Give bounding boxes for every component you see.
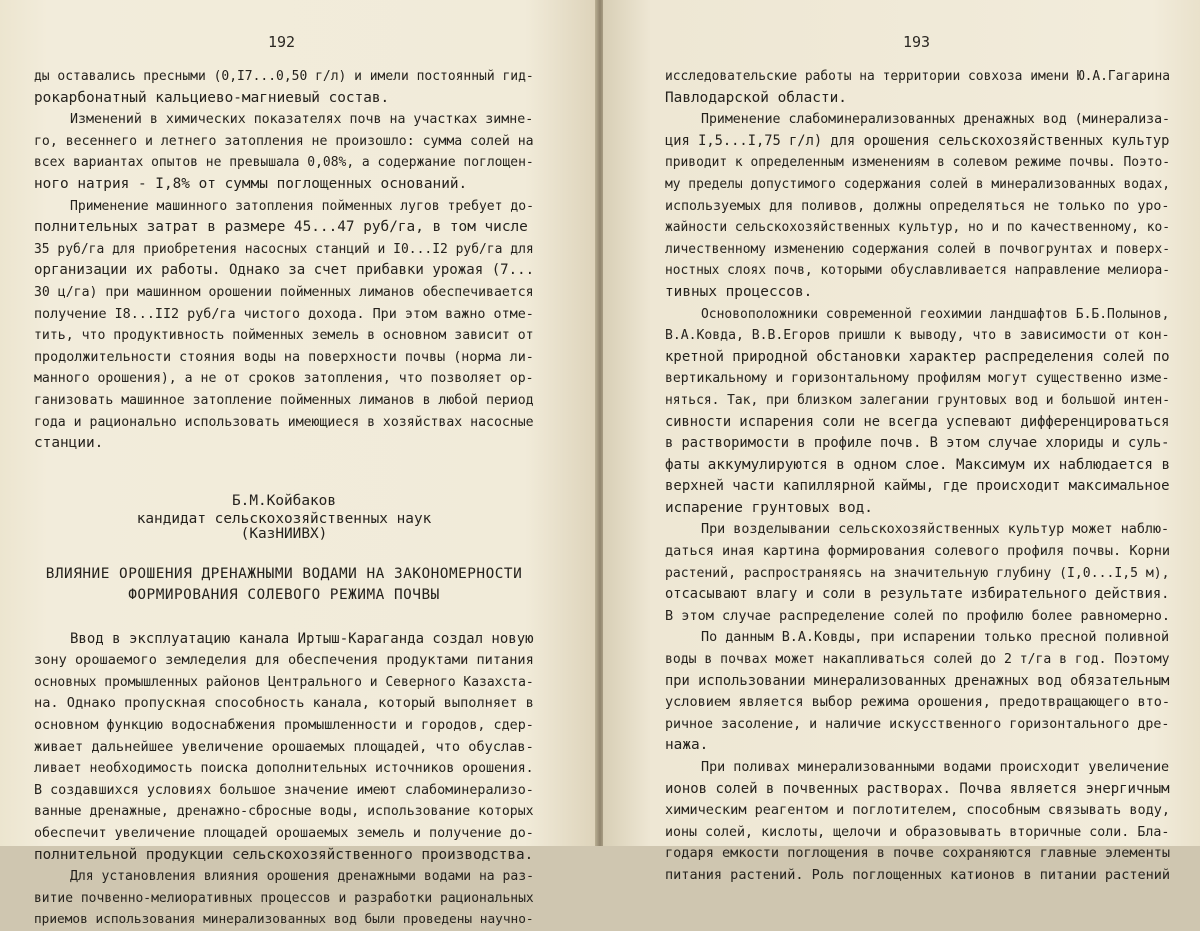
spacer (34, 542, 534, 564)
text-line: ганизовать машинное затопление пойменных лиманов в любой период (34, 392, 534, 408)
text-line: годаря емкости поглощения в почве сохраняются главные элементы (665, 845, 1171, 862)
spacer (34, 455, 534, 491)
page-number-193: 193 (903, 33, 931, 51)
text-line: основном функцию водоснабжения промышленности и городов, сдер- (34, 718, 534, 734)
article-title-line-2: ФОРМИРОВАНИЯ СОЛЕВОГО РЕЖИМА ПОЧВЫ (128, 587, 440, 604)
right-page (603, 0, 1200, 883)
text-line: Основоположники современной геохимии ландшафтов Б.Б.Полынов, (701, 306, 1170, 322)
text-line: получение I8...II2 руб/га чистого дохода. При этом важно отме- (34, 306, 534, 322)
text-line: основных промышленных районов Центрального и Северного Казахста- (34, 674, 534, 690)
text-line: растений, распространяясь на значительную глубину (I,0...I,5 м), (665, 565, 1170, 581)
text-line: 35 руб/га для приобретения насосных станций и I0...I2 руб/га для (34, 241, 534, 257)
text-line: нажа. (665, 737, 709, 754)
text-line: манного орошения), а не от сроков затопления, что позволяет ор- (34, 371, 534, 387)
text-line: ды оставались пресными (0,I7...0,50 г/л) и имели постоянный гид- (34, 69, 534, 84)
text-line: верхней части капиллярной каймы, где происходит максимальное (665, 478, 1170, 495)
text-line: рокарбонатный кальциево-магниевый состав. (34, 89, 390, 106)
text-line: му пределы допустимого содержания солей в минерализованных водах, (665, 176, 1171, 192)
text-line: В этом случае распределение солей по профилю более равномерно. (665, 607, 1171, 624)
text-line: Павлодарской области. (665, 89, 847, 106)
text-line: фаты аккумулируются в одном слое. Максимум их наблюдается в (665, 456, 1171, 473)
author-name: Б.М.Койбаков (232, 492, 336, 509)
text-line: Для установления влияния орошения дренажными водами на раз- (70, 869, 534, 885)
text-line: Применение слабоминерализованных дренажных вод (минерализа- (701, 112, 1170, 128)
text-line: Изменений в химических показателях почв на участках зимне- (70, 112, 534, 128)
text-line: года и рационально использовать имеющиеся в хозяйствах насосные (34, 414, 534, 430)
text-line: воды в почвах может накапливаться солей до 2 т/га в год. Поэтому (665, 652, 1170, 668)
text-line: зону орошаемого земледелия для обеспечения продуктами питания (34, 652, 534, 669)
text-line: При поливах минерализованными водами происходит увеличение (701, 760, 1170, 775)
text-line: ного натрия - I,8% от суммы поглощенных оснований. (34, 175, 468, 192)
text-line: полнительной продукции сельскохозяйственного производства. (34, 846, 534, 863)
page-number-192: 192 (268, 33, 296, 51)
text-line: личественному изменению содержания солей в почвогрунтах и поверх- (665, 241, 1171, 257)
text-line: полнительных затрат в размере 45...47 руб/га, в том числе (34, 219, 528, 236)
text-line: химическим реагентом и поглотителем, способным связывать воду, (665, 802, 1171, 819)
text-line: питания растений. Роль поглощенных катионов в питании растений (665, 866, 1171, 883)
text-line: приводит к определенным изменениям в солевом режиме почвы. Поэто- (665, 155, 1171, 171)
text-line: ванные дренажные, дренажно-сбросные воды, использование которых (34, 804, 534, 820)
left-page-text (34, 66, 534, 931)
text-line: Применение машинного затопления пойменных лугов требует до- (70, 198, 534, 214)
text-line: ливает необходимость поиска дополнительных источников орошения. (34, 761, 534, 777)
text-line: обеспечит увеличение площадей орошаемых земель и получение до- (34, 826, 534, 841)
text-line: кретной природной обстановки характер распределения солей по (665, 348, 1170, 365)
text-line: В создавшихся условиях большое значение имеют слабоминерализо- (34, 782, 534, 798)
text-line: вертикальному и горизонтальному профилям могут существенно изме- (665, 371, 1170, 387)
text-line: испарение грунтовых вод. (665, 499, 873, 516)
text-line: условием является выбор режима орошения, предотвращающего вто- (665, 694, 1171, 711)
text-line: тить, что продуктивность пойменных земель в основном зависит от (34, 328, 534, 344)
text-line: приемов использования минерализованных вод были проведены научно- (34, 912, 534, 928)
text-line: жайности сельскохозяйственных культур, но и по качественному, ко- (665, 220, 1171, 236)
text-line: няться. Так, при близком залегании грунтовых вод и большой интен- (665, 392, 1171, 408)
text-line: исследовательские работы на территории совхоза имени Ю.А.Гагарина (665, 69, 1171, 84)
left-page (0, 0, 597, 928)
text-line: ричное засоление, и наличие искусственного горизонтального дре- (665, 716, 1170, 732)
text-line: используемых для поливов, должны определяться не только по уро- (665, 198, 1170, 214)
text-line: 30 ц/га) при машинном орошении пойменных лиманов обеспечивается (34, 284, 534, 300)
text-line: на. Однако пропускная способность канала, который выполняет в (34, 695, 534, 712)
text-line: ионов солей в почвенных растворах. Почва является энергичным (665, 780, 1170, 797)
text-line: продолжительности стояния воды на поверхности почвы (норма ли- (34, 349, 534, 365)
text-line: даться иная картина формирования солевого профиля почвы. Корни (665, 543, 1171, 560)
text-line: в растворимости в профиле почв. В этом случае хлориды и суль- (665, 435, 1170, 452)
text-line: тивных процессов. (665, 283, 813, 300)
text-line: го, весеннего и летнего затопления не произошло: сумма солей на (34, 133, 534, 149)
text-line: В.А.Ковда, В.В.Егоров пришли к выводу, что в зависимости от кон- (665, 328, 1170, 344)
text-line: сивности испарения соли не всегда успевают дифференцироваться (665, 413, 1170, 430)
text-line: Ввод в эксплуатацию канала Иртыш-Караганда создал новую (70, 630, 534, 647)
spacer (34, 607, 534, 629)
right-page-text (665, 66, 1170, 887)
text-line: ция I,5...I,75 г/л) для орошения сельскохозяйственных культур (665, 132, 1170, 149)
text-line: При возделывании сельскохозяйственных культур может наблю- (701, 522, 1170, 538)
text-line: живает дальнейшее увеличение орошаемых площадей, что обуслав- (34, 738, 534, 755)
text-line: По данным В.А.Ковды, при испарении только пресной поливной (701, 630, 1170, 646)
text-line: станции. (34, 435, 104, 452)
text-line: при использовании минерализованных дренажных вод обязательным (665, 672, 1170, 689)
author-institution: (КазНИИВХ) (240, 526, 328, 543)
author-degree: кандидат сельскохозяйственных наук (136, 511, 432, 528)
text-line: организации их работы. Однако за счет прибавки урожая (7... (34, 262, 535, 279)
article-title-line-1: ВЛИЯНИЕ ОРОШЕНИЯ ДРЕНАЖНЫМИ ВОДАМИ НА ЗАКОНОМЕРНОСТИ (45, 565, 523, 582)
text-line: ионы солей, кислоты, щелочи и образовывать вторичные соли. Бла- (665, 824, 1170, 840)
text-line: витие почвенно-мелиоративных процессов и разработки рациональных (34, 890, 534, 906)
text-line: отсасывают влагу и соли в результате избирательного действия. (665, 586, 1170, 603)
text-line: всех вариантах опытов не превышала 0,08%, а содержание поглощен- (34, 155, 534, 171)
text-line: ностных слоях почв, которыми обуславливается направление мелиора- (665, 263, 1171, 279)
